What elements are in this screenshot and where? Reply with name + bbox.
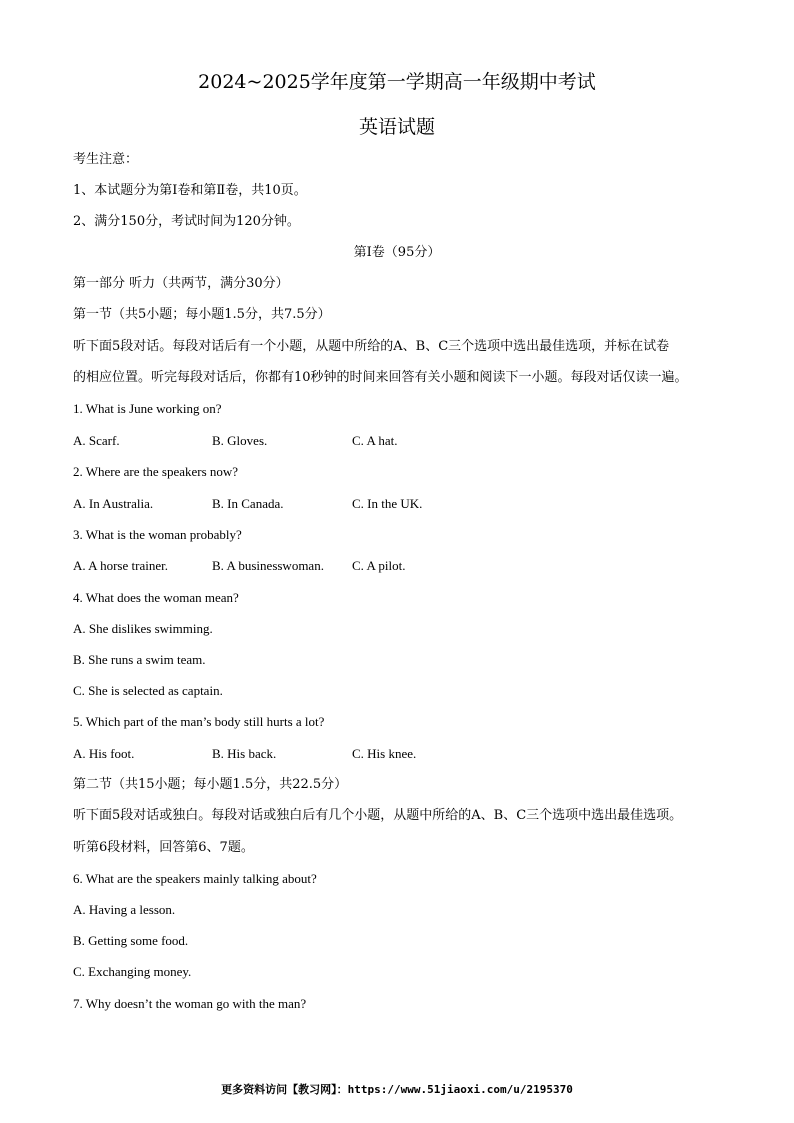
question-6-stem: 6. What are the speakers mainly talking about? bbox=[73, 871, 317, 886]
question-2-stem: 2. Where are the speakers now? bbox=[73, 464, 239, 479]
question-6-option-b: B. Getting some food. bbox=[73, 933, 189, 948]
volume-title: 第Ⅰ卷（95分） bbox=[353, 245, 441, 260]
option-c: C. A hat. bbox=[352, 433, 398, 448]
option-c: C. In the UK. bbox=[352, 496, 423, 511]
part-title: 第一部分 听力（共两节，满分30分） bbox=[73, 276, 289, 291]
question-1-stem: 1. What is June working on? bbox=[73, 401, 222, 416]
section-2-title: 第二节（共15小题；每小题1.5分，共22.5分） bbox=[73, 777, 348, 792]
section-2-material-note: 听第6段材料，回答第6、7题。 bbox=[73, 840, 254, 855]
section-1-instructions-line-2: 的相应位置。听完每段对话后，你都有10秒钟的时间来回答有关小题和阅读下一小题。每段对话仅读一遍。 bbox=[73, 370, 688, 385]
question-4-option-c: C. She is selected as captain. bbox=[73, 683, 223, 698]
section-2-instructions: 听下面5段对话或独白。每段对话或独白后有几个小题，从题中所给的A、B、C三个选项中选出最佳选项。 bbox=[73, 808, 683, 823]
option-c: C. A pilot. bbox=[352, 558, 406, 573]
question-4-stem: 4. What does the woman mean? bbox=[73, 590, 239, 605]
option-a: A. Scarf. bbox=[73, 433, 120, 448]
notice-heading: 考生注意： bbox=[73, 152, 139, 167]
option-a: A. In Australia. bbox=[73, 496, 154, 511]
question-7-stem: 7. Why doesn’t the woman go with the man? bbox=[73, 996, 307, 1011]
option-c: C. His knee. bbox=[352, 746, 417, 761]
option-a: A. His foot. bbox=[73, 746, 135, 761]
exam-title: 2024~2025学年度第一学期高一年级期中考试 bbox=[198, 71, 596, 93]
notice-item-1: 1、本试题分为第Ⅰ卷和第Ⅱ卷，共10页。 bbox=[73, 183, 307, 198]
option-b: B. In Canada. bbox=[212, 496, 284, 511]
question-3-stem: 3. What is the woman probably? bbox=[73, 527, 242, 542]
question-4-option-b: B. She runs a swim team. bbox=[73, 652, 206, 667]
question-6-option-a: A. Having a lesson. bbox=[73, 902, 176, 917]
footer-resource-link[interactable]: 更多资料访问【教习网】：https://www.51jiaoxi.com/u/2195370 bbox=[221, 1083, 573, 1096]
option-b: B. A businesswoman. bbox=[212, 558, 324, 573]
exam-subject-title: 英语试题 bbox=[358, 116, 435, 138]
question-4-option-a: A. She dislikes swimming. bbox=[73, 621, 213, 636]
section-1-title: 第一节（共5小题；每小题1.5分，共7.5分） bbox=[73, 307, 331, 322]
question-5-stem: 5. Which part of the man’s body still hurts a lot? bbox=[73, 714, 325, 729]
option-b: B. His back. bbox=[212, 746, 277, 761]
question-6-option-c: C. Exchanging money. bbox=[73, 964, 192, 979]
option-a: A. A horse trainer. bbox=[73, 558, 168, 573]
notice-item-2: 2、满分150分，考试时间为120分钟。 bbox=[73, 214, 300, 229]
section-1-instructions-line-1: 听下面5段对话。每段对话后有一个小题，从题中所给的A、B、C三个选项中选出最佳选项，并标在试卷 bbox=[73, 339, 670, 354]
option-b: B. Gloves. bbox=[212, 433, 268, 448]
